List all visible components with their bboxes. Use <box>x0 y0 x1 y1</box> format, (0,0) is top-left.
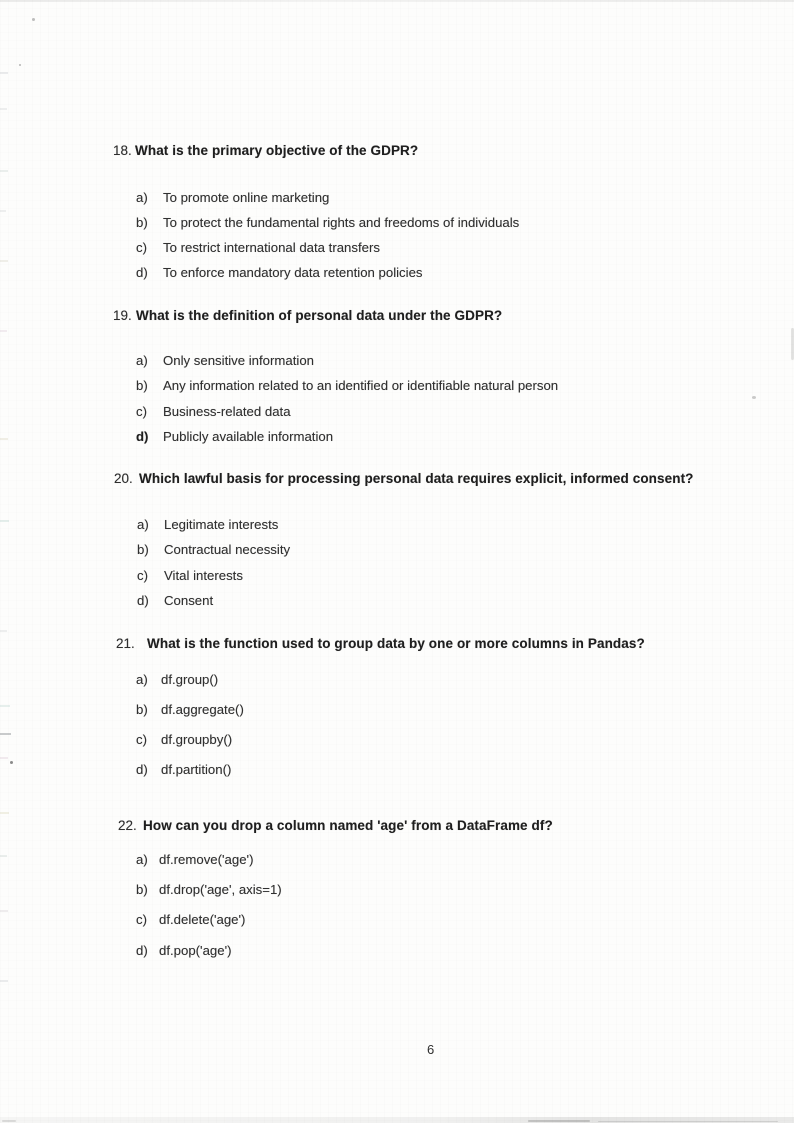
option-text: To enforce mandatory data retention policies <box>163 265 423 280</box>
option-text: df.groupby() <box>161 732 233 747</box>
question-number: 20. <box>114 471 133 486</box>
option-text: To protect the fundamental rights and freedoms of individuals <box>163 215 520 230</box>
scan-edge-mark <box>0 330 7 332</box>
option-text: Vital interests <box>164 568 243 583</box>
option-text: df.group() <box>161 672 219 687</box>
scan-edge-mark <box>0 980 8 982</box>
question-number: 19. <box>113 308 132 323</box>
scan-speck <box>32 18 35 21</box>
scan-edge-mark <box>0 757 8 759</box>
scan-speck <box>19 64 21 66</box>
option-text: Only sensitive information <box>163 353 314 368</box>
option-text: df.aggregate() <box>161 702 244 717</box>
page-number: 6 <box>427 1042 435 1057</box>
question-text: How can you drop a column named 'age' from a DataFrame df? <box>143 818 553 833</box>
option-text: df.delete('age') <box>159 912 246 927</box>
option-text: To restrict international data transfers <box>163 240 380 255</box>
question-number: 22. <box>118 818 137 833</box>
scan-speck <box>10 761 13 764</box>
option-letter: c) <box>137 568 148 583</box>
option-text: Legitimate interests <box>164 517 279 532</box>
option-letter: d) <box>136 762 148 777</box>
bottom-scan-band <box>0 1117 794 1123</box>
option-letter: b) <box>136 215 148 230</box>
option-text: To promote online marketing <box>163 190 330 205</box>
question-text: What is the primary objective of the GDPR? <box>135 143 419 158</box>
option-text: df.drop('age', axis=1) <box>159 882 282 897</box>
bottom-scan-mark <box>528 1120 590 1122</box>
scan-edge-mark <box>0 260 8 262</box>
option-letter: a) <box>136 190 148 205</box>
option-letter: a) <box>137 517 149 532</box>
scan-edge-mark <box>0 108 7 110</box>
option-letter: b) <box>137 542 149 557</box>
question-text: What is the function used to group data by one or more columns in Pandas? <box>147 636 645 651</box>
scan-edge-mark <box>0 705 10 707</box>
option-text: df.partition() <box>161 762 232 777</box>
scan-edge-mark <box>0 733 11 735</box>
scan-speck <box>752 396 756 399</box>
scan-edge-mark <box>0 72 8 74</box>
scan-edge-mark <box>0 630 7 632</box>
option-letter: c) <box>136 912 147 927</box>
option-letter: c) <box>136 404 147 419</box>
option-text: df.remove('age') <box>159 852 254 867</box>
bottom-scan-mark <box>598 1121 778 1122</box>
option-letter: d) <box>136 265 148 280</box>
option-letter: a) <box>136 353 148 368</box>
option-text: Business-related data <box>163 404 291 419</box>
option-letter: c) <box>136 240 147 255</box>
option-text: Contractual necessity <box>164 542 291 557</box>
option-letter: a) <box>136 672 148 687</box>
scan-edge-mark <box>0 910 8 912</box>
question-number: 21. <box>116 636 135 651</box>
option-letter: b) <box>136 702 148 717</box>
option-letter: c) <box>136 732 147 747</box>
bottom-scan-mark <box>2 1120 16 1122</box>
option-letter: d) <box>137 593 149 608</box>
option-text: df.pop('age') <box>159 943 232 958</box>
option-letter: d) <box>136 429 149 444</box>
question-text: Which lawful basis for processing personal data requires explicit, informed consent? <box>139 471 694 486</box>
option-text: Publicly available information <box>163 429 334 444</box>
scan-edge-mark <box>0 812 9 814</box>
option-letter: d) <box>136 943 148 958</box>
scan-edge-mark <box>0 855 7 857</box>
top-scan-line <box>0 0 794 2</box>
question-text: What is the definition of personal data under the GDPR? <box>136 308 503 323</box>
scan-edge-mark <box>0 438 8 440</box>
scan-edge-mark <box>0 210 6 212</box>
option-letter: b) <box>136 882 148 897</box>
option-text: Any information related to an identified or identifiable natural person <box>163 378 559 393</box>
option-letter: a) <box>136 852 148 867</box>
question-number: 18. <box>113 143 132 158</box>
option-letter: b) <box>136 378 148 393</box>
scan-edge-mark <box>0 170 8 172</box>
option-text: Consent <box>164 593 214 608</box>
scan-edge-mark <box>0 520 9 522</box>
